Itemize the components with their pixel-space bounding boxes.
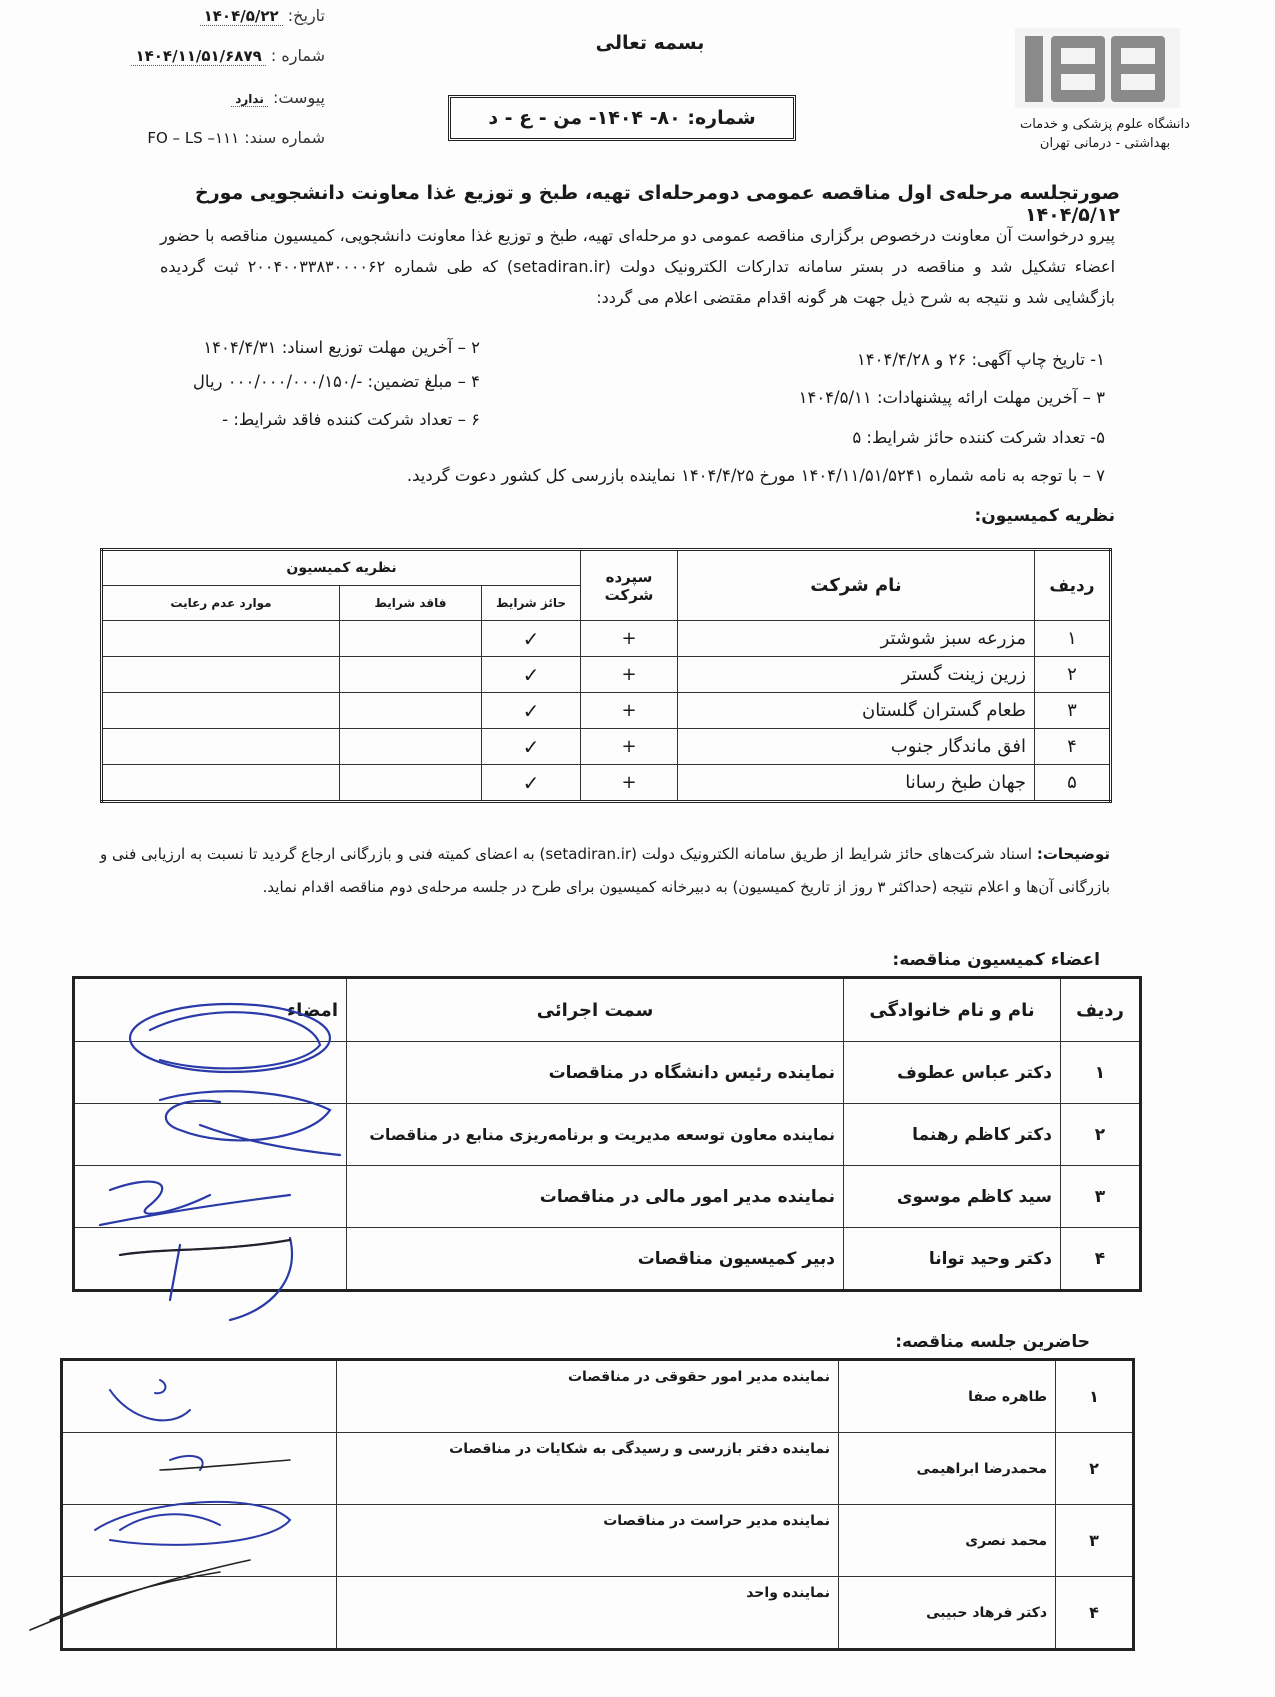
table-row (74, 1166, 1141, 1228)
letter-number-box: شماره: ۸۰- ۱۴۰۴- من - ع - د (448, 95, 796, 141)
attendee-signature (62, 1577, 337, 1650)
table-row (102, 729, 1111, 765)
university-name (1010, 115, 1200, 153)
company-name: جهان طبخ رسانا (678, 765, 1035, 802)
row-number: ۲ (1035, 657, 1111, 693)
noncompliance-cell (102, 621, 340, 657)
member-signature (74, 1166, 347, 1228)
company-name: افق ماندگار جنوب (678, 729, 1035, 765)
col-view-header: نظریه کمیسیون (102, 550, 581, 586)
date-field (95, 6, 325, 25)
table-row (74, 1228, 1141, 1291)
col-qualified-header: حائز شرایط (482, 586, 581, 621)
table-row (62, 1505, 1134, 1577)
row-number: ۴ (1061, 1228, 1141, 1291)
noncompliance-cell (102, 765, 340, 802)
number-label: شماره : (270, 46, 325, 65)
attendees-heading: حاضرین جلسه مناقصه: (895, 1332, 1090, 1352)
table-row (102, 621, 1111, 657)
row-number: ۳ (1056, 1505, 1134, 1577)
item-6: ۶ – تعداد شرکت کننده فاقد شرایط: - (222, 410, 480, 429)
date-label: تاریخ: (287, 6, 325, 25)
noncompliance-cell (102, 729, 340, 765)
attendee-signature (62, 1433, 337, 1505)
members-col-role: سمت اجرائی (347, 978, 844, 1042)
table-row (102, 765, 1111, 802)
member-name: دکتر وحید توانا (844, 1228, 1061, 1291)
number-field (95, 46, 325, 65)
members-col-name: نام و نام خانوادگی (844, 978, 1061, 1042)
noncompliance-cell (102, 693, 340, 729)
row-number: ۱ (1056, 1360, 1134, 1433)
intro-paragraph: پیرو درخواست آن معاونت درخصوص برگزاری مناقصه عمومی دو مرحله‌ای تهیه، طبخ و توزیع غذا معاونت دانشجویی، کمیسیون مناقصه با حضور اعضاء تشکیل شد و مناقصه در بستر سامانه تدارکات الکترونیک دولت (setadiran.ir) که طی شماره ۲۰۰۴۰۰۳۳۸۳۰۰۰۰۶۲ ثبت گردیده بازگشایی شد و نتیجه به شرح ذیل جهت هر گونه اقدام مقتضی اعلام می گردد: (160, 226, 1116, 307)
col-row-header: ردیف (1035, 550, 1111, 621)
qualified-check: ✓ (482, 729, 581, 765)
attendee-signature (62, 1360, 337, 1433)
member-name: سید کاظم موسوی (844, 1166, 1061, 1228)
attachment-label: پیوست: (272, 88, 325, 107)
table-row (62, 1577, 1134, 1650)
deposit-mark: + (581, 657, 678, 693)
member-signature (74, 1042, 347, 1104)
bids-table-header-row (102, 550, 1111, 586)
unqualified-cell (340, 729, 482, 765)
item-3: ۳ – آخرین مهلت ارائه پیشنهادات: ۱۴۰۴/۵/۱۱ (798, 388, 1105, 407)
commission-view-heading: نظریه کمیسیون: (974, 506, 1115, 526)
row-number: ۴ (1056, 1577, 1134, 1650)
row-number: ۲ (1056, 1433, 1134, 1505)
attendee-role: نماینده دفتر بازرسی و رسیدگی به شکایات در مناقصات (337, 1433, 839, 1505)
bids-table (100, 548, 1112, 803)
attendee-name: طاهره صفا (839, 1360, 1056, 1433)
member-role: دبیر کمیسیون مناقصات (347, 1228, 844, 1291)
attendee-name: محمد نصری (839, 1505, 1056, 1577)
members-col-sign: امضاء (74, 978, 347, 1042)
deposit-mark: + (581, 729, 678, 765)
item-1: ۱- تاریخ چاپ آگهی: ۲۶ و ۱۴۰۴/۴/۲۸ (856, 350, 1105, 369)
item-5: ۵- تعداد شرکت کننده حائز شرایط: ۵ (852, 428, 1105, 447)
company-name: طعام گستران گلستان (678, 693, 1035, 729)
unqualified-cell (340, 693, 482, 729)
notes-label: توضیحات: (1036, 845, 1111, 863)
row-number: ۴ (1035, 729, 1111, 765)
notes-text: اسناد شرکت‌های حائز شرایط از طریق سامانه الکترونیک دولت (setadiran.ir) به اعضای کمیته فنی و بازرگانی ارجاع گردید تا نسبت به ارزیابی فنی و بازرگانی آن‌ها و اعلام نتیجه (حداکثر ۳ روز از تاریخ کمیسیون) به دبیرخانه کمیسیون برای طرح در جلسه مرحله‌ی دوم مناقصه اقدام نماید. (100, 845, 1110, 896)
col-deposit-header: سپرده شرکت (581, 550, 678, 621)
qualified-check: ✓ (482, 657, 581, 693)
notes-paragraph (100, 838, 1110, 904)
col-unqualified-header: فاقد شرایط (340, 586, 482, 621)
attachment-field (95, 88, 325, 107)
university-name-line2: بهداشتی - درمانی تهران (1039, 136, 1171, 151)
table-row (62, 1433, 1134, 1505)
item-7: ۷ – با توجه به نامه شماره ۱۴۰۴/۱۱/۵۱/۵۲۴۱ مورخ ۱۴۰۴/۴/۲۵ نماینده بازرسی کل کشور دعوت گردید. (406, 466, 1105, 485)
qualified-check: ✓ (482, 693, 581, 729)
attendee-role: نماینده مدیر حراست در مناقصات (337, 1505, 839, 1577)
members-header-row (74, 978, 1141, 1042)
attendee-role: نماینده واحد (337, 1577, 839, 1650)
qualified-check: ✓ (482, 621, 581, 657)
attachment-value: ندارد (231, 92, 268, 107)
item-4: ۴ – مبلغ تضمین: -/۰۰۰/۰۰۰/۰۰۰/۱۵۰ ریال (192, 372, 480, 391)
attendee-role: نماینده مدیر امور حقوقی در مناقصات (337, 1360, 839, 1433)
member-signature (74, 1228, 347, 1291)
qualified-check: ✓ (482, 765, 581, 802)
deposit-mark: + (581, 765, 678, 802)
docnum-value: FO – LS –۱۱۱ (147, 129, 240, 147)
unqualified-cell (340, 765, 482, 802)
unqualified-cell (340, 621, 482, 657)
date-value: ۱۴۰۴/۵/۲۲ (200, 7, 283, 26)
member-role: نماینده مدیر امور مالی در مناقصات (347, 1166, 844, 1228)
row-number: ۳ (1035, 693, 1111, 729)
item-2: ۲ – آخرین مهلت توزیع اسناد: ۱۴۰۴/۴/۳۱ (203, 338, 480, 357)
members-heading: اعضاء کمیسیون مناقصه: (892, 950, 1100, 970)
row-number: ۱ (1035, 621, 1111, 657)
attendee-signature (62, 1505, 337, 1577)
university-name-line1: دانشگاه علوم پزشکی و خدمات (1020, 117, 1190, 132)
member-name: دکتر کاظم رهنما (844, 1104, 1061, 1166)
member-name: دکتر عباس عطوف (844, 1042, 1061, 1104)
col-noncompliance-header: موارد عدم رعایت (102, 586, 340, 621)
member-role: نماینده رئیس دانشگاه در مناقصات (347, 1042, 844, 1104)
deposit-mark: + (581, 693, 678, 729)
member-signature (74, 1104, 347, 1166)
table-row (74, 1104, 1141, 1166)
members-table (72, 976, 1142, 1292)
noncompliance-cell (102, 657, 340, 693)
row-number: ۱ (1061, 1042, 1141, 1104)
table-row (74, 1042, 1141, 1104)
number-value: ۱۴۰۴/۱۱/۵۱/۶۸۷۹ (131, 47, 265, 66)
attendee-name: محمدرضا ابراهیمی (839, 1433, 1056, 1505)
table-row (102, 657, 1111, 693)
row-number: ۵ (1035, 765, 1111, 802)
document-title: صورتجلسه مرحله‌ی اول مناقصه عمومی دومرحله‌ای تهیه، طبخ و توزیع غذا معاونت دانشجویی مورخ ۱۴۰۴/۵/۱۲ (195, 182, 1120, 226)
university-logo (1015, 28, 1180, 108)
row-number: ۳ (1061, 1166, 1141, 1228)
docnum-field (95, 128, 325, 147)
unqualified-cell (340, 657, 482, 693)
attendees-table (60, 1358, 1135, 1651)
table-row (62, 1360, 1134, 1433)
col-company-header: نام شرکت (678, 550, 1035, 621)
docnum-label: شماره سند: (244, 128, 325, 147)
bismillah-heading: بسمه تعالی (595, 32, 705, 54)
company-name: مزرعه سبز شوشتر (678, 621, 1035, 657)
member-role: نماینده معاون توسعه مدیریت و برنامه‌ریزی منابع در مناقصات (347, 1104, 844, 1166)
company-name: زرین زینت گستر (678, 657, 1035, 693)
deposit-mark: + (581, 621, 678, 657)
attendee-name: دکتر فرهاد حبیبی (839, 1577, 1056, 1650)
row-number: ۲ (1061, 1104, 1141, 1166)
table-row (102, 693, 1111, 729)
members-col-row: ردیف (1061, 978, 1141, 1042)
